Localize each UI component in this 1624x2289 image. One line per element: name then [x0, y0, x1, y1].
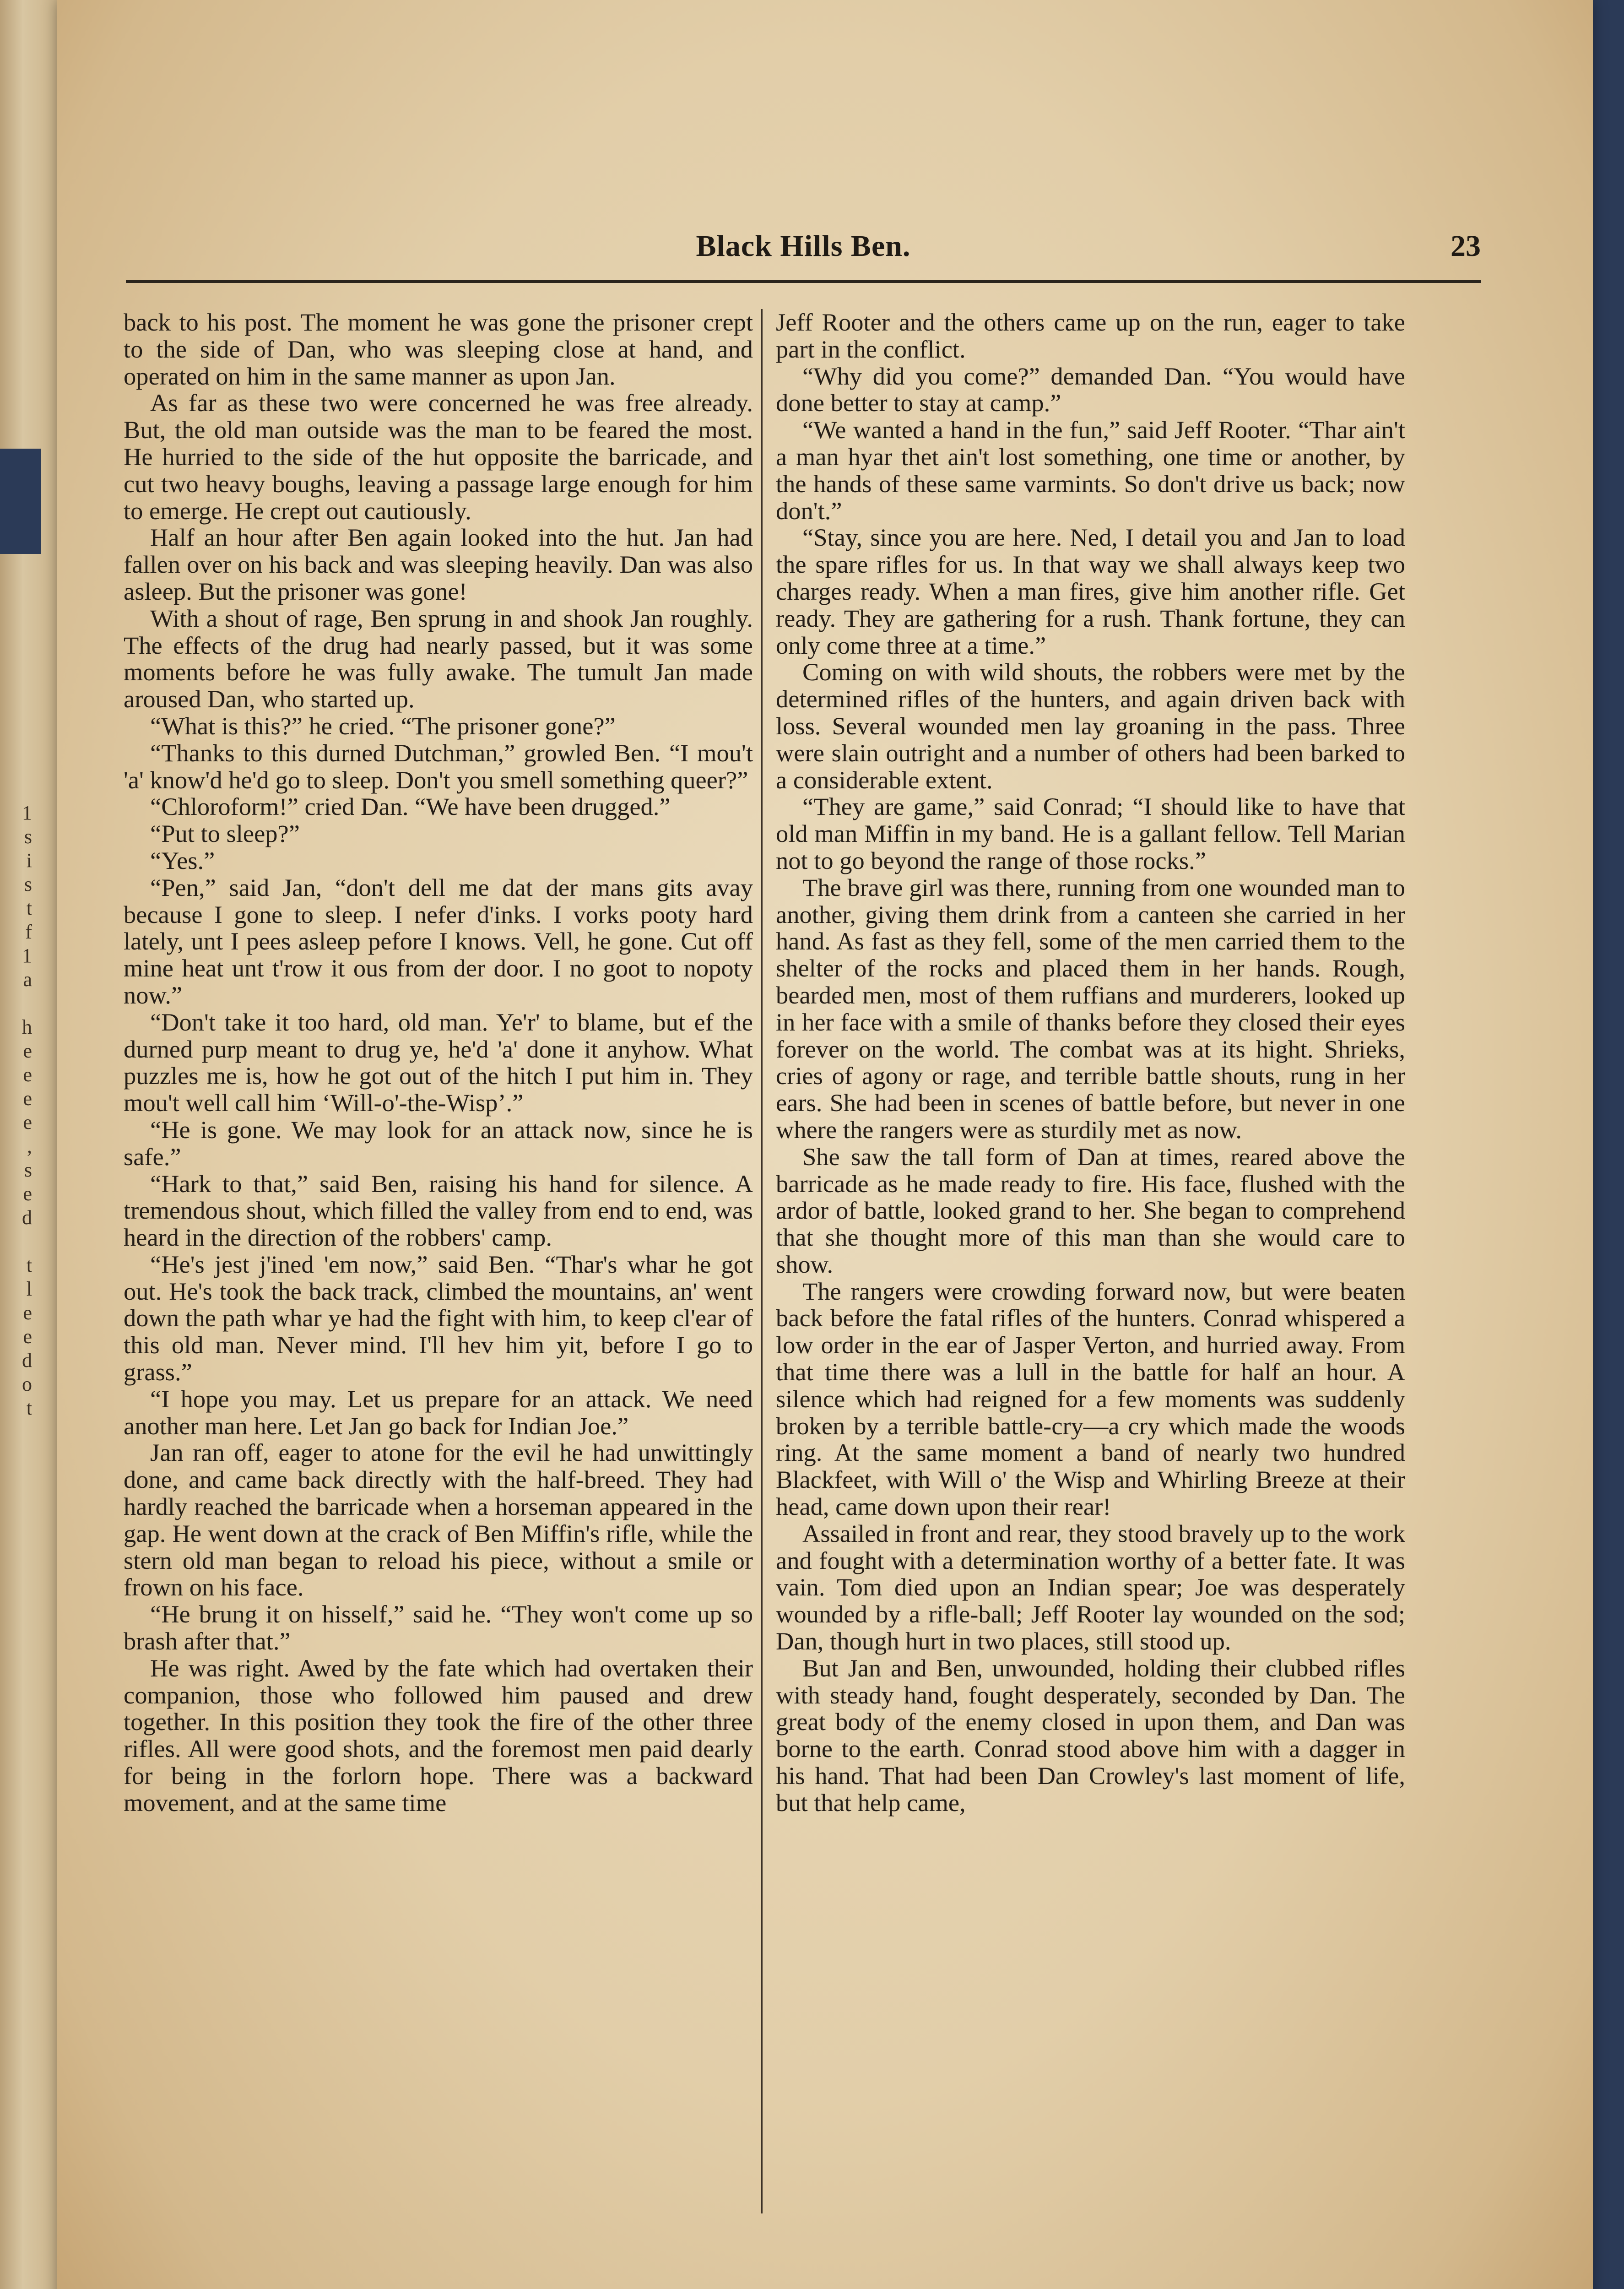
paragraph: “Stay, since you are here. Ned, I detail you and Jan to load the spare rifles for us. In that way we shall always keep two charges ready. When a man fires, give him another rifle. Get ready. They are gathering for a rush. Thank fortune, they can only come three at a time.” — [776, 523, 1405, 659]
running-header — [126, 229, 1481, 266]
paragraph: “Put to sleep?” — [150, 819, 300, 848]
paragraph: Coming on with wild shouts, the robbers were met by the determined rifles of the hunters, and again driven back with loss. Several wounded men lay groaning in the pass. Three were slain outright and a number of others had been barked to a considerable extent. — [776, 658, 1405, 794]
paragraph: As far as these two were concerned he was free already. But, the old man outside was the man to be feared the most. He hurried to the side of the hut opposite the barricade, and cut two heavy boughs, leaving a passage large enough for him to emerge. He crept out cautiously. — [124, 389, 753, 525]
paragraph: “He is gone. We may look for an attack now, since he is safe.” — [124, 1115, 753, 1171]
paragraph: “What is this?” he cried. “The prisoner gone?” — [150, 711, 616, 740]
column-divider — [761, 309, 763, 2213]
paragraph: “We wanted a hand in the fun,” said Jeff Rooter. “Thar ain't a man hyar thet ain't lost something, one time or another, by the hands of these same varmints. So don't drive us back; now don't.” — [776, 416, 1405, 525]
paragraph: “Chloroform!” cried Dan. “We have been drugged.” — [150, 792, 671, 821]
paragraph: The brave girl was there, running from one wounded man to another, giving them drink from a canteen she carried in her hand. As fast as they fell, some of the men carried them to the shelter of the rocks and placed them in her hands. Rough, bearded men, most of them ruffians and murderers, looked up in her face with a smile of thanks before they closed their eyes forever on the world. The combat was at its hight. Shrieks, cries of agony or rage, and terrible battle shouts, rung in her ears. She had been in scenes of battle before, but never in one where the rangers were as sturdily met as now. — [776, 873, 1405, 1144]
paragraph: “Why did you come?” demanded Dan. “You would have done better to stay at camp.” — [776, 362, 1405, 417]
paragraph: But Jan and Ben, unwounded, holding their clubbed rifles with steady hand, fought desperately, seconded by Dan. The great body of the enemy closed in upon them, and Dan was borne to the earth. Conrad stood above him with a dagger in his hand. That had been Dan Crowley's last moment of life, but that help came, — [776, 1654, 1405, 1817]
paragraph: “I hope you may. Let us prepare for an attack. We need another man here. Let Jan go back for Indian Joe.” — [124, 1384, 753, 1440]
paragraph: back to his post. The moment he was gone the prisoner crept to the side of Dan, who was sleeping close at hand, and operated on him in the same manner as upon Jan. — [124, 309, 753, 390]
paragraph: “Don't take it too hard, old man. Ye'r' to blame, but ef the durned purp meant to drug ye, he'd 'a' done it anyhow. What puzzles me is, how he got out of the hitch I put him in. They mou't well call him ‘Will-o'-the-Wisp’.” — [124, 1008, 753, 1117]
paragraph: She saw the tall form of Dan at times, reared above the barricade as he made ready to fire. His face, flushed with the ardor of battle, looked grand to her. She began to comprehend that she thought more of this man than she would care to show. — [776, 1142, 1405, 1278]
paragraph: With a shout of rage, Ben sprung in and shook Jan roughly. The effects of the drug had nearly passed, but it was some moments before he was fully awake. The tumult Jan made aroused Dan, who started up. — [124, 604, 753, 713]
header-rule — [126, 280, 1481, 283]
paragraph: “They are game,” said Conrad; “I should like to have that old man Miffin in my band. He is a gallant fellow. Tell Marian not to go beyond the range of those rocks.” — [776, 792, 1405, 874]
paragraph: “Thanks to this durned Dutchman,” growled Ben. “I mou't 'a' know'd he'd go to sleep. Don't you smell something queer?” — [124, 738, 753, 794]
book-page — [57, 0, 1593, 2289]
paragraph: “Yes.” — [150, 846, 215, 874]
page-tear — [0, 449, 41, 554]
paragraph: “Hark to that,” said Ben, raising his hand for silence. A tremendous shout, which filled the valley from end to end, was heard in the direction of the robbers' camp. — [124, 1169, 753, 1252]
paragraph: Half an hour after Ben again looked into the hut. Jan had fallen over on his back and was sleeping heavily. Dan was also asleep. But the prisoner was gone! — [124, 523, 753, 605]
adjacent-page-text: 1 s i s t f 1 a h e e e e , s e d t l e e d o t — [22, 802, 32, 1419]
adjacent-page-edge — [0, 0, 57, 2289]
right-column — [776, 309, 1405, 2213]
paragraph: “He's jest j'ined 'em now,” said Ben. “Thar's whar he got out. He's took the back track, climbed the mountains, an' went down the path whar ye had the fight with him, to keep cl'ear of this old man. Never mind. I'll hev him yit, before I go to grass.” — [124, 1250, 753, 1386]
paragraph: He was right. Awed by the fate which had overtaken their companion, those who followed him paused and drew together. In this position they took the fire of the other three rifles. All were good shots, and the foremost men paid dearly for being in the forlorn hope. There was a backward movement, and at the same time — [124, 1654, 753, 1817]
paragraph: Assailed in front and rear, they stood bravely up to the work and fought with a determination worthy of a better fate. It was vain. Tom died upon an Indian spear; Joe was desperately wounded by a rifle-ball; Jeff Rooter lay wounded on the sod; Dan, though hurt in two places, still stood up. — [776, 1519, 1405, 1655]
paragraph: “Pen,” said Jan, “don't dell me dat der mans gits avay because I gone to sleep. I nefer d'inks. I vorks pooty hard lately, unt I pees asleep pefore I knows. Vell, he gone. Cut off mine heat unt t'row it ous from der door. I no goot to nopoty now.” — [124, 873, 753, 1009]
page-number: 23 — [1451, 229, 1481, 263]
paragraph: “He brung it on hisself,” said he. “They won't come up so brash after that.” — [124, 1600, 753, 1655]
paragraph: Jeff Rooter and the others came up on the run, eager to take part in the conflict. — [776, 309, 1405, 363]
paragraph: Jan ran off, eager to atone for the evil he had unwittingly done, and came back directly with the half-breed. They had hardly reached the barricade when a horseman appeared in the gap. He went down at the crack of Ben Miffin's rifle, while the stern old man began to reload his piece, without a smile or frown on his face. — [124, 1438, 753, 1601]
running-title: Black Hills Ben. — [696, 229, 911, 263]
paragraph: The rangers were crowding forward now, but were beaten back before the fatal rifles of the hunters. Conrad whispered a low order in the ear of Jasper Verton, and hurried away. From that time there was a lull in the battle for half an hour. A silence which had reigned for a few moments was suddenly broken by a terrible battle-cry—a cry which made the woods ring. At the same moment a band of nearly two hundred Blackfeet, with Will o' the Wisp and Whirling Breeze at their head, came down upon their rear! — [776, 1277, 1405, 1521]
left-column — [124, 309, 753, 2213]
